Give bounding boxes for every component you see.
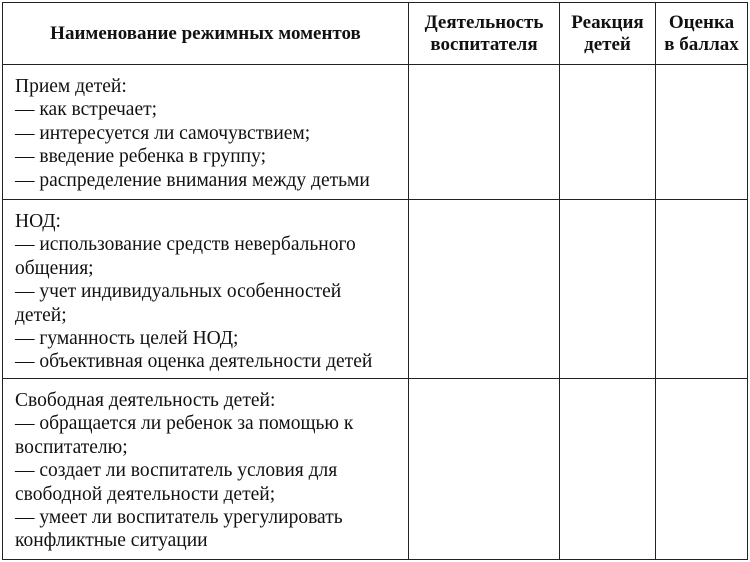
- list-item: — использование средств невербального: [15, 234, 356, 256]
- header-line: Реакция: [571, 11, 644, 33]
- list-item: конфликтные ситуации: [15, 530, 208, 552]
- table-row: [3, 200, 748, 379]
- regime-moment-cell: [3, 379, 409, 560]
- regime-moment-cell: [3, 200, 409, 379]
- score-cell: [656, 65, 748, 200]
- teacher-activity-cell: [409, 200, 560, 379]
- score-cell: [656, 200, 748, 379]
- header-line: Оценка: [668, 11, 735, 33]
- list-item: — умеет ли воспитатель урегулировать: [15, 507, 343, 529]
- list-item: — распределение внимания между детьми: [15, 169, 370, 191]
- list-item: — обращается ли ребенок за помощью к: [15, 413, 354, 435]
- header-teacher-activity: [409, 3, 560, 65]
- list-item: Свободная деятельность детей:: [15, 390, 276, 411]
- list-item: свободной деятельности детей;: [15, 483, 276, 505]
- teacher-activity-cell: [409, 379, 560, 560]
- teacher-activity-cell: [409, 65, 560, 200]
- list-item: — гуманность целей НОД;: [15, 328, 239, 350]
- list-item: — учет индивидуальных особенностей: [15, 281, 342, 303]
- children-reaction-cell: [560, 200, 656, 379]
- list-item: — создает ли воспитатель условия для: [15, 460, 338, 482]
- list-item: общения;: [15, 257, 94, 279]
- list-item: — объективная оценка деятельности детей: [15, 351, 373, 373]
- header-line: Наименование режимных моментов: [50, 22, 361, 44]
- header-line: детей: [584, 33, 631, 55]
- table-row: [3, 379, 748, 560]
- header-line: Деятельность: [424, 11, 544, 33]
- header-score: [656, 3, 748, 65]
- header-regime-moments: [3, 3, 409, 65]
- list-item: — как встречает;: [15, 99, 158, 121]
- observation-table: [2, 2, 748, 560]
- regime-moment-cell: [3, 65, 409, 200]
- header-line: в баллах: [664, 33, 739, 55]
- list-item: воспитателю;: [15, 436, 128, 458]
- list-item: — введение ребенка в группу;: [15, 146, 267, 168]
- score-cell: [656, 379, 748, 560]
- header-line: воспитателя: [430, 33, 538, 55]
- children-reaction-cell: [560, 65, 656, 200]
- list-item: — интересуется ли самочувствием;: [15, 122, 311, 144]
- header-row: [3, 3, 748, 65]
- list-item: НОД:: [15, 211, 61, 232]
- header-children-reaction: [560, 3, 656, 65]
- table-row: [3, 65, 748, 200]
- list-item: Прием детей:: [15, 76, 127, 97]
- list-item: детей;: [15, 304, 67, 326]
- children-reaction-cell: [560, 379, 656, 560]
